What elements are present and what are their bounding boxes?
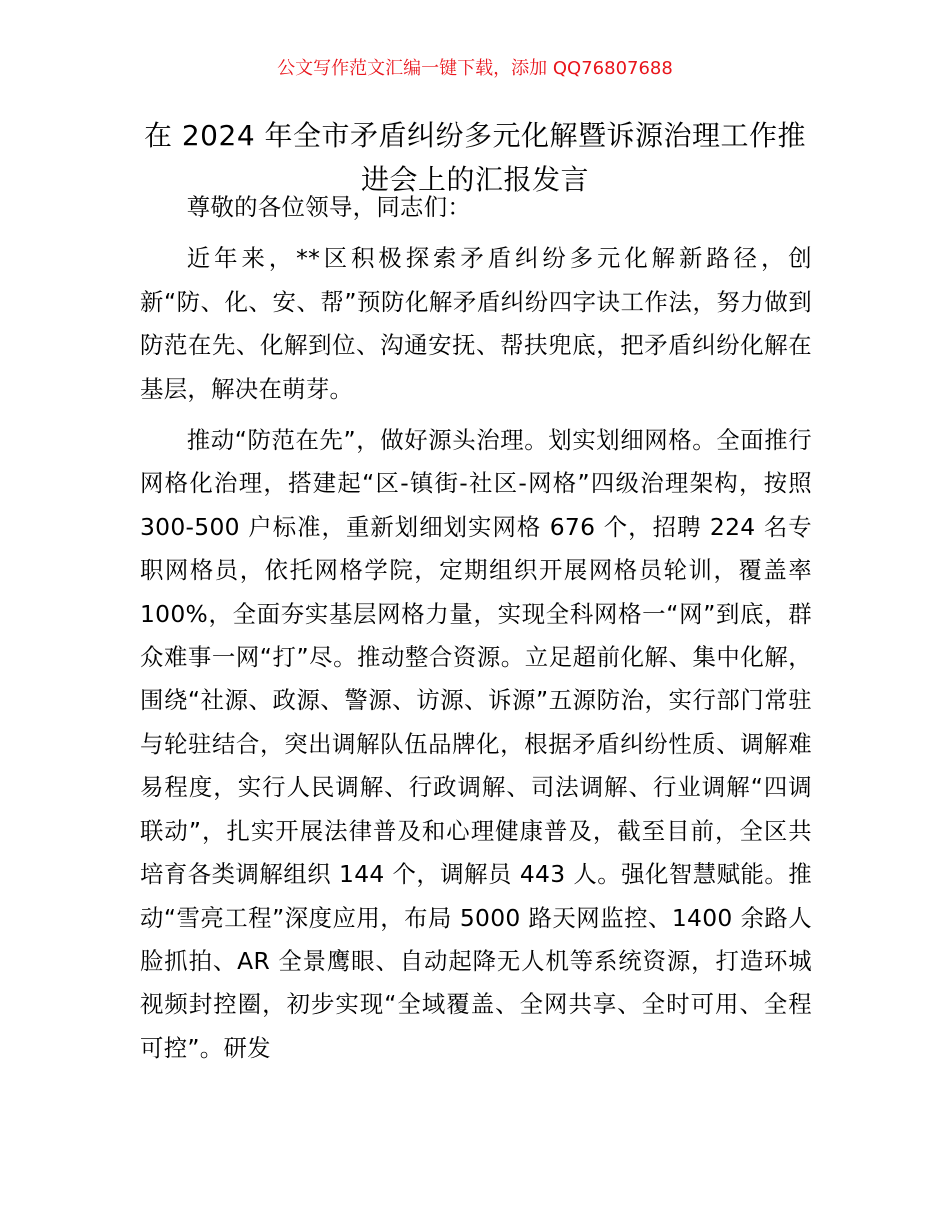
paragraph-prevention: 推动“防范在先”，做好源头治理。划实划细网格。全面推行网格化治理，搭建起“区-镇街-社区-网格”四级治理架构，按照 300-500 户标准，重新划细划实网格 676 个，招聘 224 名专职网格员，依托网格学院，定期组织开展网格员轮训，覆盖率 100%，全面夯实基层网格力量，实现全科网格一“网”到底，群众难事一网“打”尽。推动整合资源。立足超前化解、集中化解，围绕“社源、政源、警源、访源、诉源”五源防治，实行部门常驻与轮驻结合，突出调解队伍品牌化，根据矛盾纠纷性质、调解难易程度，实行人民调解、行政调解、司法调解、行业调解“四调联动”，扎实开展法律普及和心理健康普及，截至目前，全区共培育各类调解组织 144 个，调解员 443 人。强化智慧赋能。推动“雪亮工程”深度应用，布局 5000 路天网监控、1400 余路人脸抓拍、AR 全景鹰眼、自动起降无人机等系统资源，打造环城视频封控圈，初步实现“全域覆盖、全网共享、全时可用、全程可控”。研发 (140, 426, 812, 1062)
paragraph-intro: 近年来，**区积极探索矛盾纠纷多元化解新路径，创新“防、化、安、帮”预防化解矛盾纠纷四字诀工作法，努力做到防范在先、化解到位、沟通安抚、帮扶兜底，把矛盾纠纷化解在基层，解决在萌芽。 (140, 244, 812, 403)
download-banner: 公文写作范文汇编一键下载，添加 QQ76807688 (277, 58, 673, 79)
salutation: 尊敬的各位领导，同志们： (186, 193, 472, 221)
document-title: 在 2024 年全市矛盾纠纷多元化解暨诉源治理工作推进会上的汇报发言 (143, 119, 807, 196)
document-body (140, 186, 812, 1070)
